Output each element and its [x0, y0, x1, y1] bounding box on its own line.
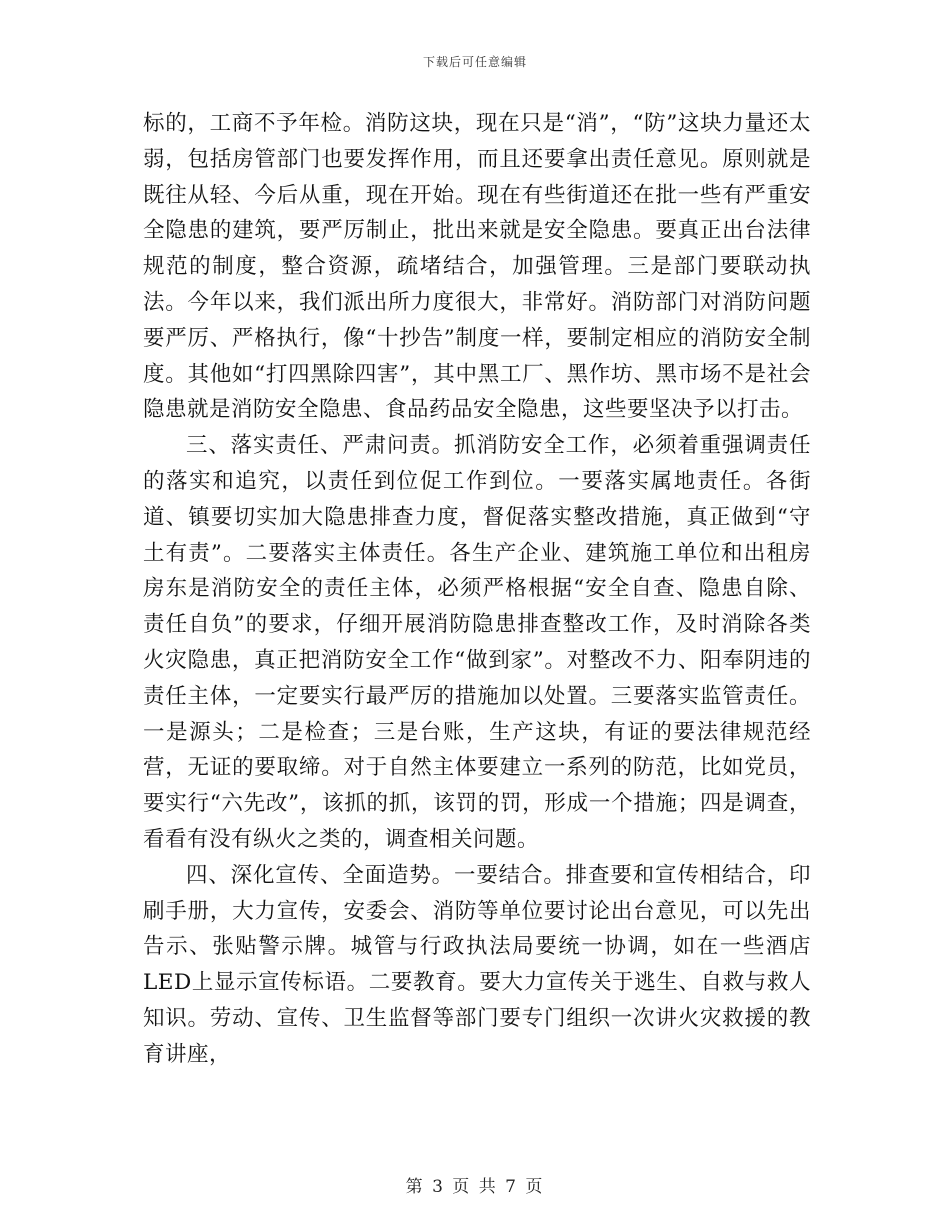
paragraph-section-three: 三、落实责任、严肃问责。抓消防安全工作，必须着重强调责任的落实和追究，以责任到位促工作到位。一要落实属地责任。各街道、镇要切实加大隐患排查力度，督促落实整改措施，真正做到“守土有责”。二要落实主体责任。各生产企业、建筑施工单位和出租房房东是消防安全的责任主体，必须严格根据“安全自查、隐患自除、责任自负”的要求，仔细开展消防隐患排查整改工作，及时消除各类火灾隐患，真正把消防安全工作“做到家”。对整改不力、阳奉阴违的责任主体，一定要实行最严厉的措施加以处置。三要落实监管责任。一是源头；二是检查；三是台账，生产这块，有证的要法律规范经营，无证的要取缔。对于自然主体要建立一系列的防范，比如党员，要实行“六先改”，该抓的抓，该罚的罚，形成一个措施；四是调查，看看有没有纵火之类的，调查相关问题。: [143, 433, 811, 852]
paragraph-continuation: 标的，工商不予年检。消防这块，现在只是“消”，“防”这块力量还太弱，包括房管部门也要发挥作用，而且还要拿出责任意见。原则就是既往从轻、今后从重，现在开始。现在有些街道还在批一些有严重安全隐患的建筑，要严厉制止，批出来就是安全隐患。要真正出台法律规范的制度，整合资源，疏堵结合，加强管理。三是部门要联动执法。今年以来，我们派出所力度很大，非常好。消防部门对消防问题要严厉、严格执行，像“十抄告”制度一样，要制定相应的消防安全制度。其他如“打四黑除四害”，其中黑工厂、黑作坊、黑市场不是社会隐患就是消防安全隐患、食品药品安全隐患，这些要坚决予以打击。: [143, 111, 811, 423]
document-body: [143, 106, 811, 1073]
page-header: 下载后可任意编辑: [422, 55, 527, 69]
page-number-footer: 第 3 页 共 7 页: [405, 1177, 545, 1197]
paragraph-section-four: 四、深化宣传、全面造势。一要结合。排查要和宣传相结合，印刷手册，大力宣传，安委会、消防等单位要讨论出台意见，可以先出告示、张贴警示牌。城管与行政执法局要统一协调，如在一些酒店LED上显示宣传标语。二要教育。要大力宣传关于逃生、自救与救人知识。劳动、宣传、卫生监督等部门要专门组织一次讲火灾救援的教育讲座，: [143, 862, 811, 1067]
